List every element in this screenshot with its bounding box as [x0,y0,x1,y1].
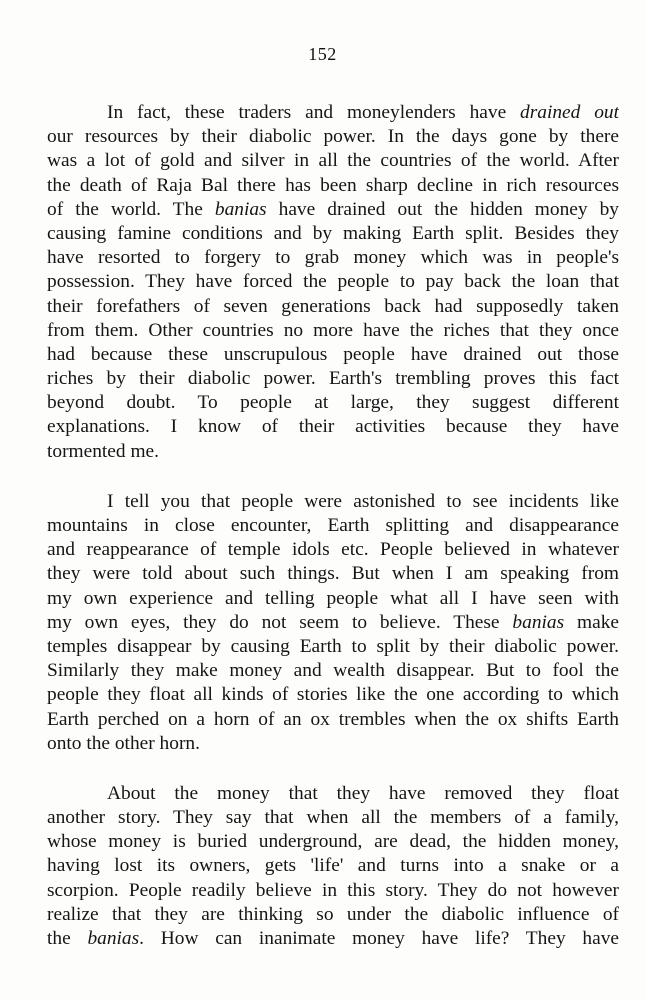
text-line: having lost its owners, gets 'life' and turns into a snake or a [47,855,619,877]
paragraph [47,782,619,951]
text-line: was a lot of gold and silver in all the countries of the world. After [47,150,619,172]
text-line: mountains in close encounter, Earth splitting and disappearance [47,515,619,536]
text-line: whose money is buried underground, are dead, the hidden money, [47,831,619,853]
text-line: of the world. The banias have drained out the hidden money by [47,198,619,220]
text-line: explanations. I know of their activities because they have [47,416,619,438]
text-line: tormented me. [47,440,159,462]
text-line: they were told about such things. But when I am speaking from [47,563,619,585]
text-line: the death of Raja Bal there has been sharp decline in rich resources [47,174,619,196]
text-line: another story. They say that when all the members of a family, [47,807,619,829]
text-line: realize that they are thinking so under the diabolic influence of [47,903,619,925]
text-line: their forefathers of seven generations back had supposedly taken [47,295,619,317]
text-line: Earth perched on a horn of an ox trembles when the ox shifts Earth [47,708,619,730]
text-line: scorpion. People readily believe in this story. They do not however [47,879,619,901]
body-text [47,101,619,977]
text-line: About the money that they have removed they float [107,782,619,804]
text-line: had because these unscrupulous people have drained out those [47,343,619,365]
text-line: Similarly they make money and wealth disappear. But to fool the [47,660,619,682]
text-line: have resorted to forgery to grab money which was in people's [47,247,619,269]
text-line: temples disappear by causing Earth to split by their diabolic power. [47,635,619,657]
text-line: and reappearance of temple idols etc. People believed in whatever [47,539,619,561]
text-line: beyond doubt. To people at large, they suggest different [47,392,619,414]
text-line: onto the other horn. [47,732,200,754]
page-number: 152 [308,44,337,64]
text-line: my own eyes, they do not seem to believe. These banias make [47,611,619,633]
text-line: from them. Other countries no more have the riches that they once [47,319,619,341]
text-line: riches by their diabolic power. Earth's trembling proves this fact [47,368,619,390]
text-line: causing famine conditions and by making Earth split. Besides they [47,222,619,244]
paragraph [47,490,619,756]
text-line: possession. They have forced the people to pay back the loan that [47,271,619,293]
text-line: our resources by their diabolic power. In the days gone by there [47,126,619,148]
text-line: the banias. How can inanimate money have life? They have [47,928,619,949]
text-line: In fact, these traders and moneylenders have drained out [107,102,619,123]
text-line: I tell you that people were astonished to see incidents like [107,490,619,512]
text-line: people they float all kinds of stories like the one according to which [47,684,619,706]
text-line: my own experience and telling people what all I have seen with [47,587,619,609]
paragraph [47,101,619,464]
